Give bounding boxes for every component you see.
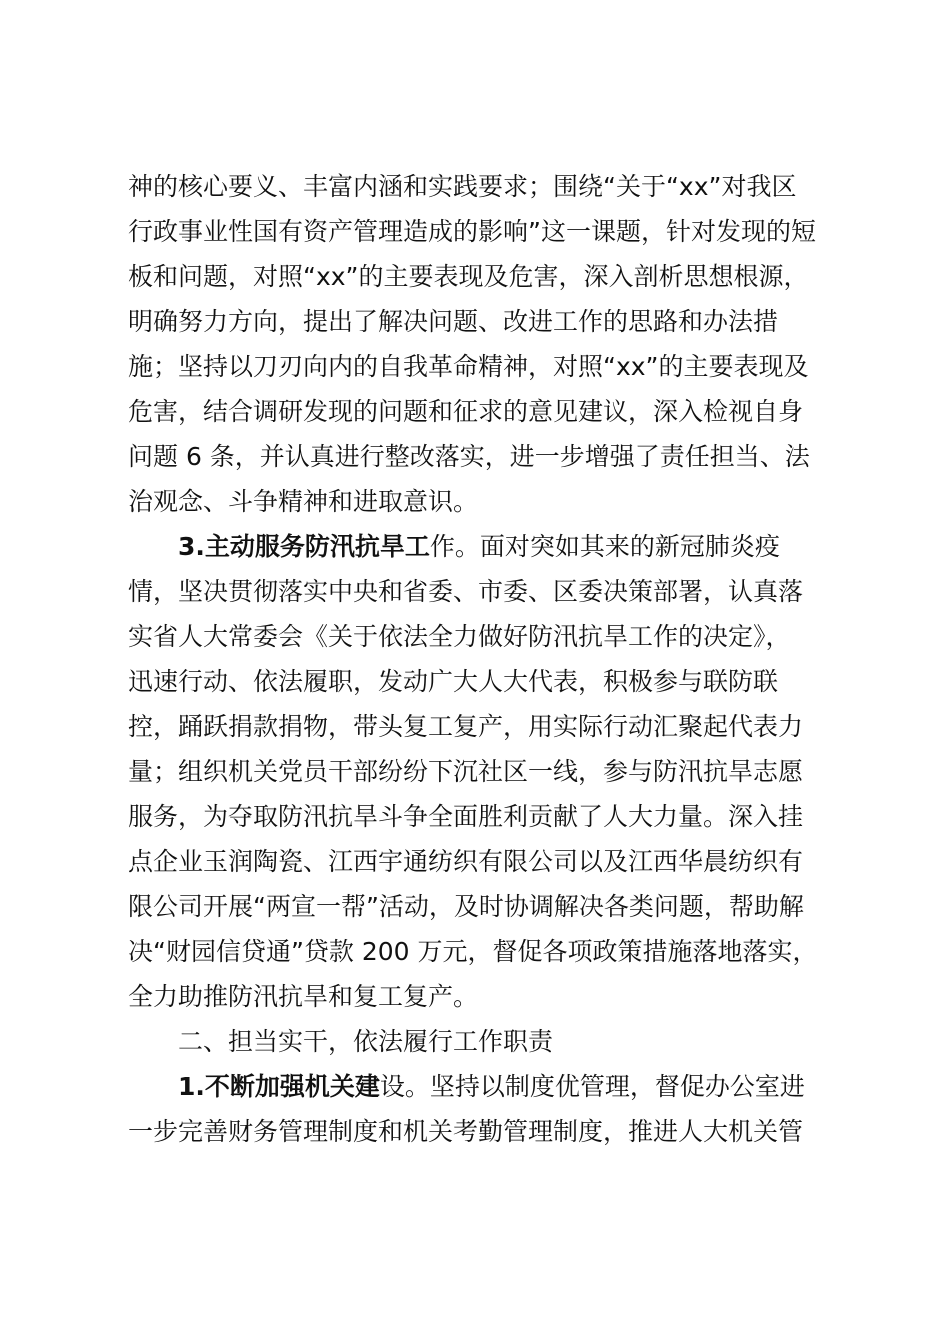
paragraph-line: 决“财园信贷通”贷款 200 万元，督促各项政策措施落地落实，	[128, 937, 818, 966]
paragraph-line: 控，踊跃捐款捐物，带头复工复产，用实际行动汇聚起代表力	[128, 712, 804, 741]
paragraph-line: 明确努力方向，提出了解决问题、改进工作的思路和办法措	[128, 307, 779, 336]
paragraph-line: 迅速行动、依法履职，发动广大人大代表，积极参与联防联	[128, 667, 779, 696]
paragraph-line: 量；组织机关党员干部纷纷下沉社区一线，参与防汛抗旱志愿	[128, 757, 804, 786]
paragraph-line: 限公司开展“两宣一帮”活动，及时协调解决各类问题，帮助解	[128, 892, 804, 921]
paragraph-line: 行政事业性国有资产管理造成的影响”这一课题，针对发现的短	[128, 217, 816, 246]
paragraph-line: 危害，结合调研发现的问题和征求的意见建议，深入检视自身	[128, 397, 804, 426]
paragraph-heading-line	[178, 1070, 805, 1104]
paragraph-line: 点企业玉润陶瓷、江西宇通纺织有限公司以及江西华晨纺织有	[128, 847, 804, 876]
paragraph-line: 全力助推防汛抗旱和复工复产。	[128, 982, 479, 1011]
paragraph-heading-line	[178, 530, 780, 564]
paragraph-line: 施；坚持以刀刃向内的自我革命精神，对照“xx”的主要表现及	[128, 352, 809, 381]
paragraph-line: 治观念、斗争精神和进取意识。	[128, 487, 479, 516]
paragraph-line: 神的核心要义、丰富内涵和实践要求；围绕“关于“xx”对我区	[128, 172, 797, 201]
subsection-heading: 3.主动服务防汛抗旱工	[178, 532, 430, 561]
paragraph-line: 问题 6 条，并认真进行整改落实，进一步增强了责任担当、法	[128, 442, 810, 471]
paragraph-line: 一步完善财务管理制度和机关考勤管理制度，推进人大机关管	[128, 1117, 804, 1146]
subsection-heading: 1.不断加强机关建	[178, 1072, 380, 1101]
paragraph-text: 作。面对突如其来的新冠肺炎疫	[429, 532, 780, 561]
section-heading: 二、担当实干，依法履行工作职责	[178, 1027, 554, 1056]
paragraph-line: 实省人大常委会《关于依法全力做好防汛抗旱工作的决定》，	[128, 622, 791, 651]
paragraph-text: 设。坚持以制度优管理，督促办公室进	[379, 1072, 805, 1101]
paragraph-line: 服务，为夺取防汛抗旱斗争全面胜利贡献了人大力量。深入挂	[128, 802, 804, 831]
paragraph-line: 情，坚决贯彻落实中央和省委、市委、区委决策部署，认真落	[128, 577, 804, 606]
paragraph-line: 板和问题，对照“xx”的主要表现及危害，深入剖析思想根源，	[128, 262, 809, 291]
